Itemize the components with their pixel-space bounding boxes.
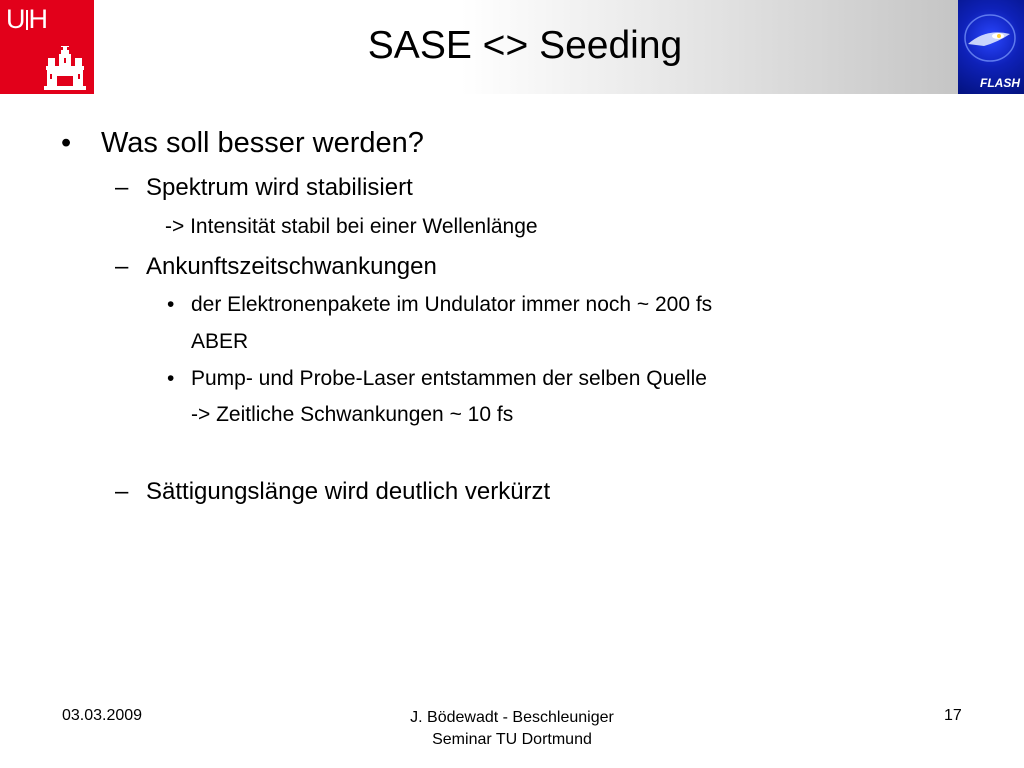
page-number: 17 (944, 707, 962, 724)
sub-bullet-text: Ankunftszeitschwankungen (146, 253, 437, 280)
flash-logo (958, 0, 1024, 94)
sub-item-continuation: ABER (191, 330, 249, 353)
footer-date: 03.03.2009 (62, 707, 143, 724)
bullet-marker: • (167, 293, 175, 316)
footer-author-line: Seminar TU Dortmund (432, 731, 592, 748)
sub-item-text: der Elektronenpakete im Undulator immer noch ~ 200 fs (191, 293, 713, 316)
dash-marker: – (115, 174, 129, 201)
bullet-marker: • (167, 367, 175, 390)
flash-logo-text: FLASH (980, 76, 1020, 90)
dash-marker: – (115, 478, 129, 505)
slide-title: SASE <> Seeding (367, 24, 683, 67)
uhh-logo (0, 0, 94, 94)
sub-note-text: -> Intensität stabil bei einer Wellenlänge (165, 215, 538, 238)
sub-item-text: Pump- und Probe-Laser entstammen der selben Quelle (191, 367, 707, 390)
slide-header (0, 0, 1024, 94)
sub-bullet-text: Spektrum wird stabilisiert (146, 174, 413, 201)
footer-author (362, 707, 662, 751)
bullet-main-text: Was soll besser werden? (101, 127, 424, 159)
footer-author-line: J. Bödewadt - Beschleuniger (410, 709, 614, 726)
uhh-logo-text: U H (6, 4, 47, 34)
dash-marker: – (115, 253, 129, 280)
sub-item-continuation: -> Zeitliche Schwankungen ~ 10 fs (191, 403, 514, 426)
sub-bullet-text: Sättigungslänge wird deutlich verkürzt (146, 478, 551, 505)
bullet-marker: • (61, 127, 72, 159)
hamburg-castle-icon (44, 46, 86, 90)
